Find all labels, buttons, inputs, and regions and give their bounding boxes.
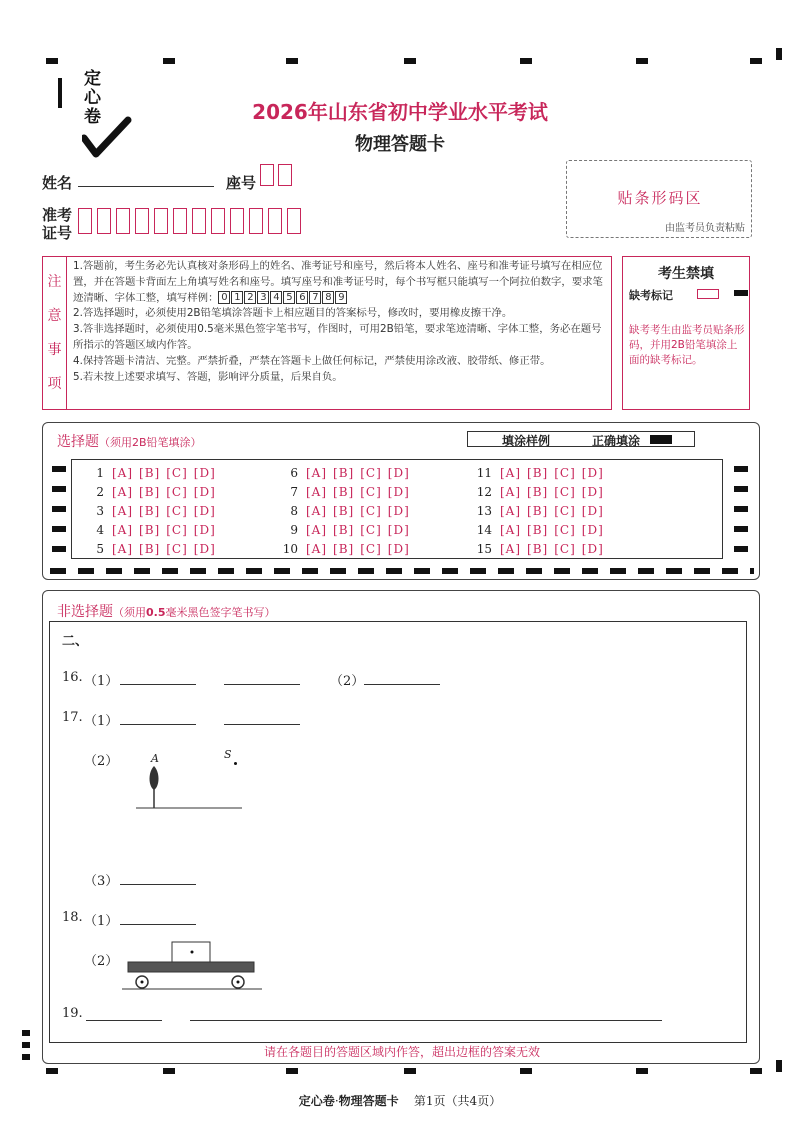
q16-label: 16. xyxy=(62,670,83,685)
q17-answer-3[interactable] xyxy=(120,884,196,885)
mc-question-number: 4 xyxy=(96,523,104,537)
mc-option-bubble[interactable]: [D] xyxy=(581,485,604,499)
ticket-digit-box[interactable] xyxy=(287,208,301,234)
point-s-label: S xyxy=(224,748,232,761)
mc-option-bubble[interactable]: [B] xyxy=(333,542,355,556)
mc-question-row xyxy=(278,504,416,518)
notice-item-4: 4.保持答题卡清洁、完整。严禁折叠，严禁在答题卡上做任何标记，严禁使用涂改液、胶带纸、修正带。 xyxy=(73,354,551,367)
q17-answer-1a[interactable] xyxy=(120,724,196,725)
section-label: 二、 xyxy=(62,634,89,649)
q18-part2-label: （2） xyxy=(84,954,119,969)
logo: 定 心 卷 xyxy=(84,69,101,127)
ticket-digit-box[interactable] xyxy=(154,208,168,234)
notice-side: 注 意 事 项 xyxy=(43,257,67,409)
mc-option-bubble[interactable]: [B] xyxy=(527,466,549,480)
tree-mirror-figure xyxy=(130,746,250,816)
barcode-note: 由监考员负责粘贴 xyxy=(665,223,745,234)
mc-question-number: 6 xyxy=(290,466,298,480)
seat-digit-box[interactable] xyxy=(278,164,292,186)
mc-option-bubble[interactable]: [C] xyxy=(166,504,188,518)
mc-option-bubble[interactable]: [D] xyxy=(387,466,410,480)
ticket-digit-box[interactable] xyxy=(230,208,244,234)
absent-label: 缺考标记 xyxy=(629,289,673,302)
mc-question-number: 7 xyxy=(290,485,298,499)
ticket-digit-box[interactable] xyxy=(211,208,225,234)
mc-question-number: 13 xyxy=(476,504,492,518)
mc-option-bubble[interactable]: [C] xyxy=(554,466,576,480)
mc-option-bubble[interactable]: [C] xyxy=(554,542,576,556)
mc-question-row xyxy=(84,504,222,518)
mc-option-bubble[interactable]: [C] xyxy=(166,485,188,499)
barcode-title: 贴条形码区 xyxy=(617,189,703,207)
cart-block-figure xyxy=(120,940,270,1000)
mc-option-bubble[interactable]: [D] xyxy=(193,466,216,480)
mc-option-bubble[interactable]: [A] xyxy=(306,466,328,480)
q16-part1-label: （1） xyxy=(84,674,119,689)
mc-option-bubble[interactable]: [D] xyxy=(387,485,410,499)
mc-option-bubble[interactable]: [D] xyxy=(387,504,410,518)
mc-question-number: 15 xyxy=(476,542,492,556)
mc-option-bubble[interactable]: [D] xyxy=(581,542,604,556)
mc-option-bubble[interactable]: [C] xyxy=(554,523,576,537)
filled-bubble-icon xyxy=(650,435,672,444)
mc-question-row xyxy=(84,485,222,499)
mc-question-row xyxy=(472,485,610,499)
mc-question-number: 1 xyxy=(96,466,104,480)
mc-option-bubble[interactable]: [A] xyxy=(500,504,522,518)
mc-question-row xyxy=(278,466,416,480)
mc-option-bubble[interactable]: [A] xyxy=(112,504,134,518)
mc-option-bubble[interactable]: [A] xyxy=(500,542,522,556)
mc-question-number: 5 xyxy=(96,542,104,556)
q19-answer-a[interactable] xyxy=(86,1020,162,1021)
exam-title: 2026年山东省初中学业水平考试 xyxy=(252,100,548,124)
mc-option-bubble[interactable]: [C] xyxy=(166,542,188,556)
mc-option-bubble[interactable]: [D] xyxy=(387,542,410,556)
mc-option-bubble[interactable]: [B] xyxy=(333,504,355,518)
notice-item-2: 2.答选择题时，必须使用2B铅笔填涂答题卡上相应题目的答案标号，修改时，要用橡皮擦干净。 xyxy=(73,307,513,320)
mc-option-bubble[interactable]: [B] xyxy=(333,523,355,537)
mc-option-bubble[interactable]: [C] xyxy=(166,523,188,537)
mc-option-bubble[interactable]: [C] xyxy=(360,466,382,480)
ticket-digit-box[interactable] xyxy=(249,208,263,234)
mc-option-bubble[interactable]: [A] xyxy=(112,466,134,480)
name-field[interactable] xyxy=(78,186,214,187)
mc-option-bubble[interactable]: [B] xyxy=(527,485,549,499)
notice-item-5: 5.若未按上述要求填写、答题，影响评分质量，后果自负。 xyxy=(73,370,343,383)
mc-question-number: 8 xyxy=(290,504,298,518)
mc-option-bubble[interactable]: [B] xyxy=(139,504,161,518)
mc-question-row xyxy=(472,542,610,556)
mc-question-row xyxy=(84,542,222,556)
ticket-digit-box[interactable] xyxy=(173,208,187,234)
mc-option-bubble[interactable]: [A] xyxy=(500,523,522,537)
mc-option-bubble[interactable]: [D] xyxy=(387,523,410,537)
mc-question-number: 12 xyxy=(476,485,492,499)
mc-question-row xyxy=(84,466,222,480)
q18-label: 18. xyxy=(62,910,83,925)
mc-option-bubble[interactable]: [A] xyxy=(306,485,328,499)
sample-digits: 0 1 2 3 4 5 6 7 8 9 xyxy=(218,292,348,304)
mc-option-bubble[interactable]: [D] xyxy=(581,523,604,537)
mc-option-bubble[interactable]: [D] xyxy=(193,485,216,499)
mc-question-number: 2 xyxy=(96,485,104,499)
card-title: 物理答题卡 xyxy=(355,134,445,155)
barcode-area xyxy=(566,160,752,238)
q19-label: 19. xyxy=(62,1006,83,1021)
q17-answer-1b[interactable] xyxy=(224,724,300,725)
notice-box xyxy=(42,256,612,410)
timing-marks xyxy=(50,568,754,574)
point-s-dot xyxy=(234,762,237,765)
mc-option-bubble[interactable]: [B] xyxy=(333,485,355,499)
non-multiple-choice-section xyxy=(42,590,760,1064)
mc-option-bubble[interactable]: [A] xyxy=(500,485,522,499)
mc-option-bubble[interactable]: [C] xyxy=(554,485,576,499)
mc-option-bubble[interactable]: [D] xyxy=(581,466,604,480)
mc-question-row xyxy=(278,485,416,499)
q17-label: 17. xyxy=(62,710,83,725)
page-footer: 定心卷·物理答题卡 第1页（共4页） xyxy=(298,1094,502,1108)
mc-option-bubble[interactable]: [B] xyxy=(139,523,161,537)
notice-body xyxy=(73,259,609,385)
q16-part2-label: （2） xyxy=(330,674,365,689)
mc-question-row xyxy=(278,523,416,537)
mc-option-bubble[interactable]: [B] xyxy=(333,466,355,480)
q18-part1-label: （1） xyxy=(84,914,119,929)
mc-question-row xyxy=(84,523,222,537)
mc-question-row xyxy=(472,466,610,480)
mc-question-number: 3 xyxy=(96,504,104,518)
q16-answer-1b[interactable] xyxy=(224,684,300,685)
ticket-label: 准考 xyxy=(42,206,73,224)
fill-sample xyxy=(467,431,695,447)
mc-question-number: 10 xyxy=(282,542,298,556)
mc-option-bubble[interactable]: [D] xyxy=(193,504,216,518)
mc-option-bubble[interactable]: [C] xyxy=(360,542,382,556)
q17-part2-label: （2） xyxy=(84,754,119,769)
mc-question-number: 14 xyxy=(476,523,492,537)
mc-option-bubble[interactable]: [D] xyxy=(193,542,216,556)
banned-description: 缺考考生由监考员贴条形码，并用2B铅笔填涂上面的缺考标记。 xyxy=(629,324,745,366)
mc-question-row xyxy=(472,504,610,518)
ticket-digit-box[interactable] xyxy=(116,208,130,234)
mc-option-bubble[interactable]: [B] xyxy=(139,466,161,480)
mc-option-bubble[interactable]: [B] xyxy=(139,485,161,499)
ticket-digit-box[interactable] xyxy=(192,208,206,234)
absent-mark-box[interactable] xyxy=(697,289,719,299)
ticket-digit-box[interactable] xyxy=(268,208,282,234)
mc-option-bubble[interactable]: [A] xyxy=(112,542,134,556)
notice-item-3: 3.答非选择题时，必须使用0.5毫米黑色签字笔书写，作图时，可用2B铅笔，要求笔迹清晰、字体工整，务必在题号所指示的答题区域内作答。 xyxy=(73,323,602,351)
sample-label: 填涂样例 xyxy=(502,434,551,448)
nmc-title: 非选择题（须用0.5毫米黑色签字笔书写） xyxy=(57,604,276,620)
ticket-digit-box[interactable] xyxy=(78,208,92,234)
mc-title: 选择题（须用2B铅笔填涂） xyxy=(57,434,202,450)
sample-correct-label: 正确填涂 xyxy=(592,434,641,448)
q17-part3-label: （3） xyxy=(84,874,119,889)
mc-option-bubble[interactable]: [B] xyxy=(527,504,549,518)
q17-part1-label: （1） xyxy=(84,714,119,729)
mc-option-bubble[interactable]: [C] xyxy=(166,466,188,480)
mc-question-row xyxy=(278,542,416,556)
mc-option-bubble[interactable]: [D] xyxy=(581,504,604,518)
mc-option-bubble[interactable]: [A] xyxy=(306,542,328,556)
multiple-choice-section xyxy=(42,422,760,580)
mc-option-bubble[interactable]: [D] xyxy=(193,523,216,537)
mc-option-bubble[interactable]: [A] xyxy=(306,523,328,537)
examinee-banned-area xyxy=(622,256,750,410)
ticket-label-2: 证号 xyxy=(42,224,73,242)
ticket-digit-box[interactable] xyxy=(135,208,149,234)
answer-area-warning: 请在各题目的答题区域内作答，超出边框的答案无效 xyxy=(263,1045,540,1059)
mc-option-bubble[interactable]: [A] xyxy=(112,523,134,537)
seat-label: 座号 xyxy=(226,174,257,192)
mc-question-number: 11 xyxy=(476,466,492,480)
mc-answer-grid xyxy=(71,459,723,559)
mc-option-bubble[interactable]: [A] xyxy=(112,485,134,499)
banned-title: 考生禁填 xyxy=(658,266,714,282)
mc-option-bubble[interactable]: [A] xyxy=(500,466,522,480)
q16-answer-2[interactable] xyxy=(364,684,440,685)
notice-item-1: 1.答题前，考生务必先认真核对条形码上的姓名、准考证号和座号，然后将本人姓名、座号和准考证号填写在相应位置，并在答题卡背面左上角填写姓名和座号。填写座号和准考证号时，每个书写框只能填写一个阿拉伯数字，要求笔迹清晰、字体工整，填写样例： 0 1 2 3 4 5 6 7 8 9 xyxy=(73,260,603,304)
mc-question-row xyxy=(472,523,610,537)
mc-option-bubble[interactable]: [B] xyxy=(527,542,549,556)
mc-option-bubble[interactable]: [C] xyxy=(360,523,382,537)
mc-option-bubble[interactable]: [C] xyxy=(360,485,382,499)
seat-digit-box[interactable] xyxy=(260,164,274,186)
mc-question-number: 9 xyxy=(290,523,298,537)
mc-option-bubble[interactable]: [B] xyxy=(527,523,549,537)
q19-answer-b[interactable] xyxy=(190,1020,662,1021)
q18-answer-1[interactable] xyxy=(120,924,196,925)
mc-option-bubble[interactable]: [B] xyxy=(139,542,161,556)
ticket-digit-box[interactable] xyxy=(97,208,111,234)
point-a-label: A xyxy=(151,752,159,765)
name-label: 姓名 xyxy=(42,174,73,192)
q16-answer-1a[interactable] xyxy=(120,684,196,685)
mc-option-bubble[interactable]: [A] xyxy=(306,504,328,518)
mc-option-bubble[interactable]: [C] xyxy=(554,504,576,518)
nmc-answer-box xyxy=(49,621,747,1043)
mc-option-bubble[interactable]: [C] xyxy=(360,504,382,518)
